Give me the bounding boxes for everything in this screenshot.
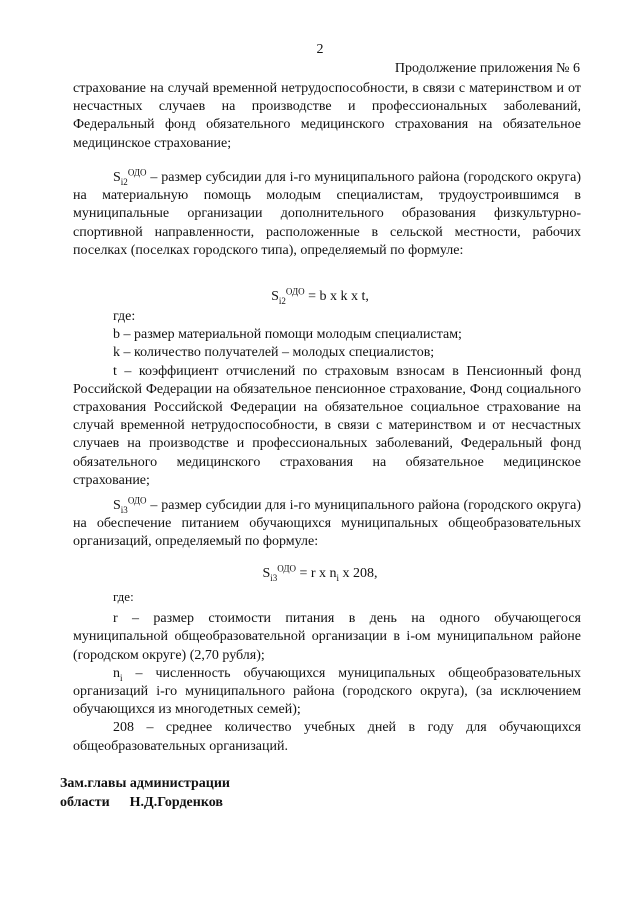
s2-description: – размер субсидии для i-го муниципального района (городского округа) на материальную помощь молодым специалистам, трудоустроившимся в муниципальные организации дополнительного образования физкультурно-спортивной направленности, расположенные в сельской местности, рабочих поселках (поселках городского типа), определяемый по формуле: [73,170,581,258]
legend-r: r – размер стоимости питания в день на одного обучающегося муниципальной общеобразовательной организации в i-ом муниципальном районе (городском округе) (2,70 рубля); [73,611,581,663]
s3-definition-text [73,497,581,552]
s3-where: где: [113,589,134,604]
appendix-header: Продолжение приложения № 6 [394,61,580,76]
legend-208: 208 – среднее количество учебных дней в году для обучающихся общеобразовательных организаций. [73,720,581,754]
s3-symbol: S [113,498,121,513]
formula-s3: $S_{i3}^{ОДО} = r$ x $n_i$ x 208, [262,563,378,583]
legend-n: $n_i$ – численность обучающихся муниципальных общеобразовательных организаций i-го муниципального района (городского округа), (за исключением обучающихся из многодетных семей); [73,665,581,718]
paragraph-s3-legend [73,588,581,756]
paragraph-s3-definition [73,497,581,552]
signature-name: Н.Д.Горденков [129,795,223,810]
s3-superscript: ОДО [127,495,147,506]
continuation-text: страхование на случай временной нетрудоспособности, в связи с материнством и от несчастных случаев на производстве и профессиональных заболеваний, Федеральный фонд обязательного медицинского страхования на обязательное медицинское страхование; [73,81,581,151]
s3-subscript: i3 [120,504,128,515]
paragraph-continuation [73,80,581,153]
formula-s2: $S_{i2}^{ОДО} = b$ x k x t, [271,286,369,306]
paragraph-s2-definition [73,169,581,260]
s2-superscript: ОДО [127,167,147,178]
paragraph-s2-legend [73,308,581,490]
s2-symbol: S [113,170,121,185]
s2-subscript: i2 [120,176,128,187]
s2-definition-text [73,169,581,260]
s2-where: где: [113,309,136,324]
s3-description: – размер субсидии для i-го муниципального района (городского округа) на обеспечение питанием обучающихся муниципальных общеобразовательных организаций, определяемый по формуле: [73,498,581,550]
legend-b: b – размер материальной помощи молодым специалистам; [113,327,462,343]
signature-title: Зам.главы администрации [60,776,230,791]
signature-region: области [60,795,110,810]
signature-line [60,795,223,811]
legend-k: k – количество получателей – молодых специалистов; [113,345,435,361]
legend-t: t – коэффициент отчислений по страховым взносам в Пенсионный фонд Российской Федерации на обязательное пенсионное страхование, Фонд социального страхования Российской Федерации на обязательное социальное страхование на случай временной нетрудоспособности, в связи с материнством и от несчастных случаев на производстве и профессиональных заболеваний, Федеральный фонд обязательного медицинского страхования на обязательное медицинское страхование; [73,363,581,488]
page-number: 2 [316,42,324,57]
